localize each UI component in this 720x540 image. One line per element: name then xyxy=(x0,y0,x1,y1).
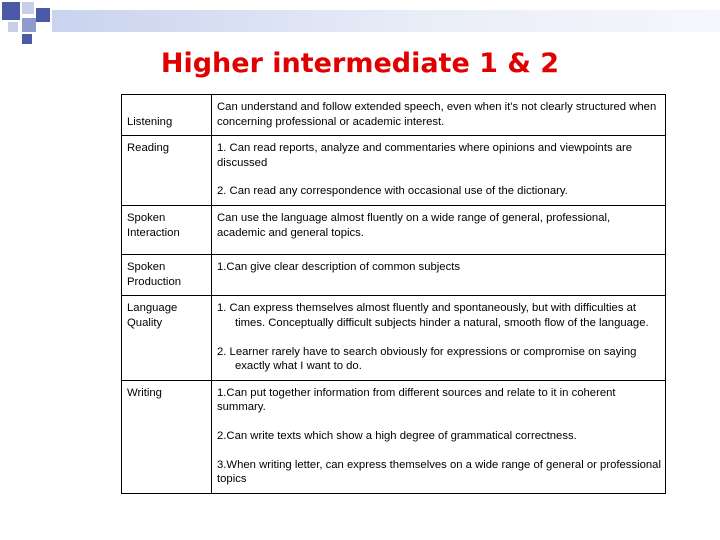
skill-cell xyxy=(122,255,212,296)
descriptor-cell xyxy=(212,296,666,380)
table-row xyxy=(122,296,666,380)
descriptor-text: 2. Can read any correspondence with occasional use of the dictionary. xyxy=(217,185,568,198)
skill-cell xyxy=(122,380,212,493)
skill-label: Spoken Production xyxy=(127,261,182,288)
table-row xyxy=(122,255,666,296)
decorative-square xyxy=(22,34,32,44)
descriptor-cell xyxy=(212,205,666,254)
descriptor-text: 3.When writing letter, can express themselves on a wide range of general or professional topics xyxy=(217,458,661,486)
descriptor-text: 1. Can express themselves almost fluently and spontaneously, but with difficulties at times. Conceptually difficult subjects hinder a natural, smooth flow of the language. xyxy=(217,302,649,329)
descriptor-text: 1.Can give clear description of common subjects xyxy=(217,261,460,274)
skills-table xyxy=(121,94,666,494)
skill-label: Listening xyxy=(127,115,173,128)
descriptor-text: Can use the language almost fluently on a wide range of general, professional, academic and general topics. xyxy=(217,211,611,239)
decorative-square xyxy=(36,8,50,22)
descriptor-cell xyxy=(212,95,666,136)
descriptor-text: 2. Learner rarely have to search obviously for expressions or compromise on saying exactly what I want to do. xyxy=(217,345,637,373)
skill-label: Language Quality xyxy=(127,302,178,329)
skill-label: Writing xyxy=(127,386,162,399)
header-gradient-bar xyxy=(52,10,720,32)
table-row xyxy=(122,136,666,206)
descriptor-text: 1.Can put together information from different sources and relate to it in coherent summary. xyxy=(217,386,616,414)
decorative-square xyxy=(2,2,20,20)
decorative-square xyxy=(22,18,36,32)
skill-cell xyxy=(122,136,212,206)
descriptor-text: 1. Can read reports, analyze and commentaries where opinions and viewpoints are discussed xyxy=(217,142,633,169)
skill-cell xyxy=(122,205,212,254)
descriptor-cell xyxy=(212,136,666,206)
descriptor-text: 2.Can write texts which show a high degree of grammatical correctness. xyxy=(217,429,577,442)
table-row xyxy=(122,380,666,493)
descriptor-text: Can understand and follow extended speech, even when it's not clearly structured when concerning professional or academic interest. xyxy=(217,101,657,128)
descriptor-cell xyxy=(212,380,666,493)
skill-label: Spoken Interaction xyxy=(127,211,180,239)
page-title: Higher intermediate 1 & 2 xyxy=(160,48,560,79)
table-row xyxy=(122,95,666,136)
skill-label: Reading xyxy=(127,142,170,155)
skill-cell xyxy=(122,296,212,380)
decorative-square xyxy=(22,2,34,14)
skill-cell xyxy=(122,95,212,136)
descriptor-cell xyxy=(212,255,666,296)
table-row xyxy=(122,205,666,254)
decorative-square xyxy=(8,22,18,32)
